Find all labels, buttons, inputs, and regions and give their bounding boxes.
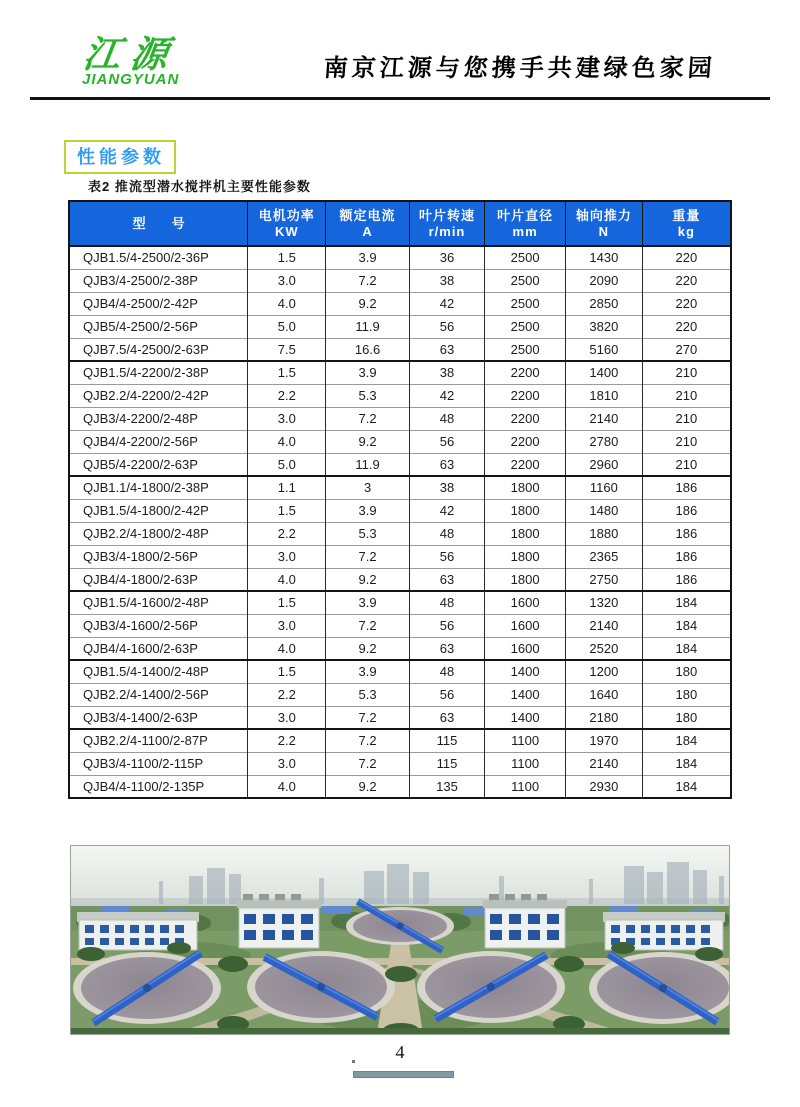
value-cell: 42	[409, 384, 484, 407]
value-cell: 1880	[565, 522, 642, 545]
value-cell: 1970	[565, 729, 642, 752]
table-row	[69, 591, 731, 614]
value-cell: 3.0	[248, 752, 326, 775]
value-cell: 1400	[485, 683, 566, 706]
value-cell: 2780	[565, 430, 642, 453]
performance-table	[68, 200, 732, 799]
value-cell: 184	[642, 775, 731, 798]
value-cell: 4.0	[248, 292, 326, 315]
value-cell: 7.2	[326, 706, 409, 729]
model-cell: QJB1.5/4-1800/2-42P	[69, 499, 248, 522]
model-cell: QJB3/4-1600/2-56P	[69, 614, 248, 637]
value-cell: 5.3	[326, 683, 409, 706]
value-cell: 5.3	[326, 384, 409, 407]
value-cell: 42	[409, 499, 484, 522]
value-cell: 56	[409, 683, 484, 706]
value-cell: 210	[642, 430, 731, 453]
value-cell: 2365	[565, 545, 642, 568]
value-cell: 2960	[565, 453, 642, 476]
value-cell: 1.5	[248, 361, 326, 384]
value-cell: 1600	[485, 591, 566, 614]
logo-english-text: JIANGYUAN	[82, 71, 180, 88]
model-cell: QJB4/4-1600/2-63P	[69, 637, 248, 660]
performance-table-body	[69, 246, 731, 798]
model-cell: QJB5/4-2200/2-63P	[69, 453, 248, 476]
value-cell: 1640	[565, 683, 642, 706]
value-cell: 2140	[565, 614, 642, 637]
value-cell: 210	[642, 384, 731, 407]
model-cell: QJB2.2/4-2200/2-42P	[69, 384, 248, 407]
value-cell: 2.2	[248, 683, 326, 706]
value-cell: 3820	[565, 315, 642, 338]
value-cell: 2.2	[248, 384, 326, 407]
value-cell: 5.3	[326, 522, 409, 545]
value-cell: 1.5	[248, 499, 326, 522]
table-row	[69, 637, 731, 660]
model-cell: QJB2.2/4-1400/2-56P	[69, 683, 248, 706]
value-cell: 1.5	[248, 660, 326, 683]
table-row	[69, 269, 731, 292]
value-cell: 2930	[565, 775, 642, 798]
value-cell: 115	[409, 752, 484, 775]
value-cell: 3.0	[248, 407, 326, 430]
column-header: 叶片直径 mm	[485, 201, 566, 246]
table-row	[69, 522, 731, 545]
value-cell: 56	[409, 430, 484, 453]
value-cell: 186	[642, 568, 731, 591]
model-cell: QJB3/4-2200/2-48P	[69, 407, 248, 430]
value-cell: 2750	[565, 568, 642, 591]
model-cell: QJB4/4-1800/2-63P	[69, 568, 248, 591]
table-row	[69, 706, 731, 729]
column-header: 重量 kg	[642, 201, 731, 246]
value-cell: 186	[642, 499, 731, 522]
value-cell: 2500	[485, 246, 566, 269]
model-cell: QJB4/4-2500/2-42P	[69, 292, 248, 315]
value-cell: 3.0	[248, 269, 326, 292]
value-cell: 1600	[485, 637, 566, 660]
value-cell: 1800	[485, 499, 566, 522]
value-cell: 270	[642, 338, 731, 361]
value-cell: 3.0	[248, 545, 326, 568]
value-cell: 2500	[485, 315, 566, 338]
value-cell: 48	[409, 591, 484, 614]
value-cell: 48	[409, 660, 484, 683]
column-header: 叶片转速 r/min	[409, 201, 484, 246]
column-header: 轴向推力 N	[565, 201, 642, 246]
value-cell: 2500	[485, 269, 566, 292]
value-cell: 220	[642, 269, 731, 292]
table-row	[69, 752, 731, 775]
model-cell: QJB1.1/4-1800/2-38P	[69, 476, 248, 499]
column-header: 型 号	[69, 201, 248, 246]
value-cell: 5.0	[248, 315, 326, 338]
model-cell: QJB2.2/4-1100/2-87P	[69, 729, 248, 752]
value-cell: 42	[409, 292, 484, 315]
value-cell: 3.9	[326, 591, 409, 614]
value-cell: 1800	[485, 568, 566, 591]
value-cell: 1810	[565, 384, 642, 407]
value-cell: 1.1	[248, 476, 326, 499]
table-row	[69, 729, 731, 752]
value-cell: 1600	[485, 614, 566, 637]
table-row	[69, 476, 731, 499]
value-cell: 3.0	[248, 706, 326, 729]
plant-photo-illustration	[71, 846, 729, 1034]
value-cell: 56	[409, 315, 484, 338]
value-cell: 180	[642, 660, 731, 683]
value-cell: 184	[642, 637, 731, 660]
table-row	[69, 545, 731, 568]
page-number: 4	[395, 1042, 405, 1062]
value-cell: 7.5	[248, 338, 326, 361]
value-cell: 4.0	[248, 568, 326, 591]
value-cell: 9.2	[326, 292, 409, 315]
table-row	[69, 407, 731, 430]
header-divider	[30, 97, 770, 100]
value-cell: 63	[409, 453, 484, 476]
table-row	[69, 246, 731, 269]
value-cell: 1100	[485, 752, 566, 775]
value-cell: 1100	[485, 729, 566, 752]
value-cell: 48	[409, 522, 484, 545]
table-row	[69, 361, 731, 384]
table-row	[69, 292, 731, 315]
value-cell: 1400	[565, 361, 642, 384]
value-cell: 9.2	[326, 637, 409, 660]
value-cell: 2.2	[248, 522, 326, 545]
value-cell: 4.0	[248, 430, 326, 453]
value-cell: 63	[409, 706, 484, 729]
model-cell: QJB1.5/4-2500/2-36P	[69, 246, 248, 269]
model-cell: QJB4/4-2200/2-56P	[69, 430, 248, 453]
value-cell: 11.9	[326, 453, 409, 476]
value-cell: 2520	[565, 637, 642, 660]
value-cell: 220	[642, 315, 731, 338]
value-cell: 184	[642, 729, 731, 752]
model-cell: QJB7.5/4-2500/2-63P	[69, 338, 248, 361]
model-cell: QJB3/4-1800/2-56P	[69, 545, 248, 568]
table-row	[69, 499, 731, 522]
value-cell: 56	[409, 545, 484, 568]
value-cell: 186	[642, 476, 731, 499]
table-row	[69, 338, 731, 361]
value-cell: 184	[642, 752, 731, 775]
value-cell: 9.2	[326, 775, 409, 798]
value-cell: 56	[409, 614, 484, 637]
value-cell: 38	[409, 361, 484, 384]
value-cell: 210	[642, 407, 731, 430]
value-cell: 135	[409, 775, 484, 798]
model-cell: QJB3/4-2500/2-38P	[69, 269, 248, 292]
header-row	[69, 201, 731, 246]
value-cell: 7.2	[326, 729, 409, 752]
value-cell: 2500	[485, 292, 566, 315]
value-cell: 7.2	[326, 614, 409, 637]
plant-aerial-photo	[70, 845, 730, 1035]
value-cell: 3.9	[326, 660, 409, 683]
value-cell: 1200	[565, 660, 642, 683]
value-cell: 2200	[485, 361, 566, 384]
value-cell: 3.9	[326, 246, 409, 269]
value-cell: 2140	[565, 407, 642, 430]
value-cell: 2180	[565, 706, 642, 729]
value-cell: 1800	[485, 545, 566, 568]
table-row	[69, 453, 731, 476]
value-cell: 220	[642, 292, 731, 315]
value-cell: 63	[409, 338, 484, 361]
value-cell: 3.9	[326, 361, 409, 384]
value-cell: 1320	[565, 591, 642, 614]
value-cell: 184	[642, 614, 731, 637]
table-row	[69, 775, 731, 798]
model-cell: QJB3/4-1400/2-63P	[69, 706, 248, 729]
section-title: 性能参数	[64, 140, 176, 174]
value-cell: 63	[409, 637, 484, 660]
value-cell: 1480	[565, 499, 642, 522]
value-cell: 1400	[485, 660, 566, 683]
value-cell: 2200	[485, 453, 566, 476]
value-cell: 2.2	[248, 729, 326, 752]
value-cell: 7.2	[326, 407, 409, 430]
value-cell: 7.2	[326, 269, 409, 292]
value-cell: 180	[642, 683, 731, 706]
value-cell: 2200	[485, 407, 566, 430]
value-cell: 180	[642, 706, 731, 729]
model-cell: QJB1.5/4-2200/2-38P	[69, 361, 248, 384]
value-cell: 4.0	[248, 637, 326, 660]
value-cell: 210	[642, 453, 731, 476]
performance-table-header	[69, 201, 731, 246]
table-row	[69, 660, 731, 683]
value-cell: 186	[642, 545, 731, 568]
column-header: 电机功率 KW	[248, 201, 326, 246]
footer-bar	[353, 1071, 454, 1078]
table-caption: 表2 推流型潜水搅拌机主要性能参数	[88, 179, 311, 194]
value-cell: 2200	[485, 430, 566, 453]
value-cell: 186	[642, 522, 731, 545]
value-cell: 7.2	[326, 752, 409, 775]
value-cell: 38	[409, 269, 484, 292]
column-header: 额定电流 A	[326, 201, 409, 246]
value-cell: 210	[642, 361, 731, 384]
value-cell: 48	[409, 407, 484, 430]
model-cell: QJB3/4-1100/2-115P	[69, 752, 248, 775]
value-cell: 9.2	[326, 430, 409, 453]
value-cell: 220	[642, 246, 731, 269]
logo-chinese-text: 江源	[80, 32, 181, 76]
value-cell: 38	[409, 476, 484, 499]
table-row	[69, 614, 731, 637]
model-cell: QJB1.5/4-1400/2-48P	[69, 660, 248, 683]
table-row	[69, 384, 731, 407]
table-row	[69, 430, 731, 453]
value-cell: 115	[409, 729, 484, 752]
value-cell: 3.0	[248, 614, 326, 637]
value-cell: 7.2	[326, 545, 409, 568]
value-cell: 1800	[485, 476, 566, 499]
value-cell: 3	[326, 476, 409, 499]
model-cell: QJB1.5/4-1600/2-48P	[69, 591, 248, 614]
value-cell: 4.0	[248, 775, 326, 798]
value-cell: 5.0	[248, 453, 326, 476]
value-cell: 1400	[485, 706, 566, 729]
model-cell: QJB2.2/4-1800/2-48P	[69, 522, 248, 545]
table-row	[69, 683, 731, 706]
value-cell: 2500	[485, 338, 566, 361]
value-cell: 2200	[485, 384, 566, 407]
value-cell: 11.9	[326, 315, 409, 338]
value-cell: 36	[409, 246, 484, 269]
table-row	[69, 315, 731, 338]
value-cell: 1.5	[248, 591, 326, 614]
footer-dot	[352, 1060, 355, 1063]
value-cell: 1160	[565, 476, 642, 499]
table-row	[69, 568, 731, 591]
header-slogan: 南京江源与您携手共建绿色家园	[322, 53, 717, 82]
value-cell: 3.9	[326, 499, 409, 522]
value-cell: 1.5	[248, 246, 326, 269]
value-cell: 1800	[485, 522, 566, 545]
company-logo	[82, 34, 179, 88]
value-cell: 1430	[565, 246, 642, 269]
model-cell: QJB4/4-1100/2-135P	[69, 775, 248, 798]
value-cell: 9.2	[326, 568, 409, 591]
model-cell: QJB5/4-2500/2-56P	[69, 315, 248, 338]
value-cell: 2090	[565, 269, 642, 292]
value-cell: 5160	[565, 338, 642, 361]
value-cell: 1100	[485, 775, 566, 798]
value-cell: 16.6	[326, 338, 409, 361]
value-cell: 63	[409, 568, 484, 591]
value-cell: 184	[642, 591, 731, 614]
value-cell: 2850	[565, 292, 642, 315]
value-cell: 2140	[565, 752, 642, 775]
